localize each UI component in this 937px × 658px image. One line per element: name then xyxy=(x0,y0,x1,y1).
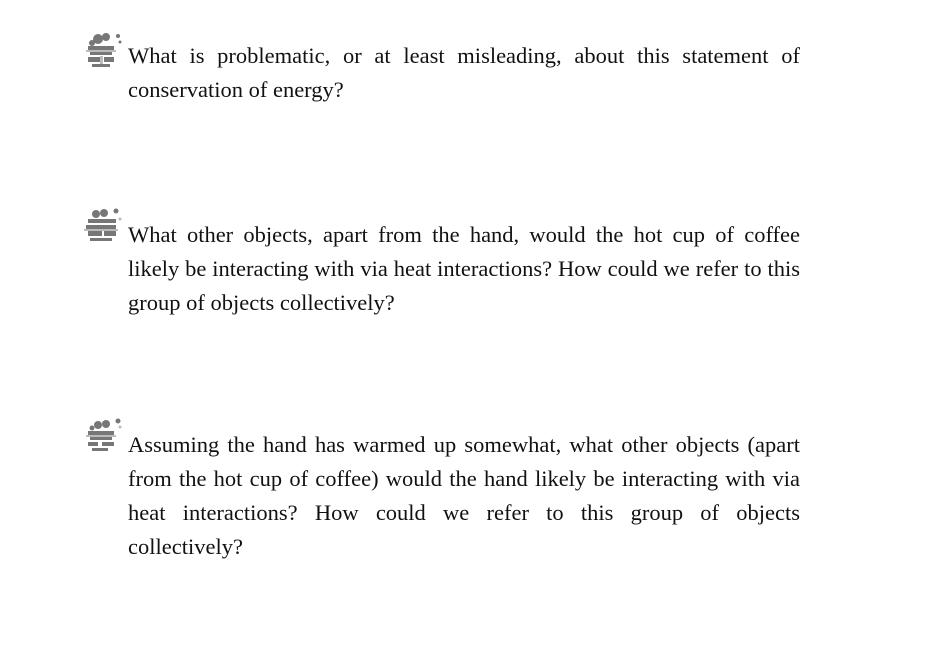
question-block-3 xyxy=(80,415,800,564)
question-text: Assuming the hand has warmed up somewhat, what other objects (apart from the hot cup of coffee) would the hand likely be interacting with via heat interactions? How could we refer to this group of objects collectively? xyxy=(128,432,800,559)
question-block-1 xyxy=(80,30,800,107)
question-text: What other objects, apart from the hand, would the hot cup of coffee likely be interacting with via heat interactions? How could we refer to this group of objects collectively? xyxy=(128,222,800,315)
question-block-2 xyxy=(80,205,800,320)
thinking-figure-icon xyxy=(80,415,124,457)
question-text: What is problematic, or at least misleading, about this statement of conservation of energy? xyxy=(128,43,800,102)
thinking-figure-icon xyxy=(80,30,124,72)
thinking-figure-icon xyxy=(80,205,124,247)
